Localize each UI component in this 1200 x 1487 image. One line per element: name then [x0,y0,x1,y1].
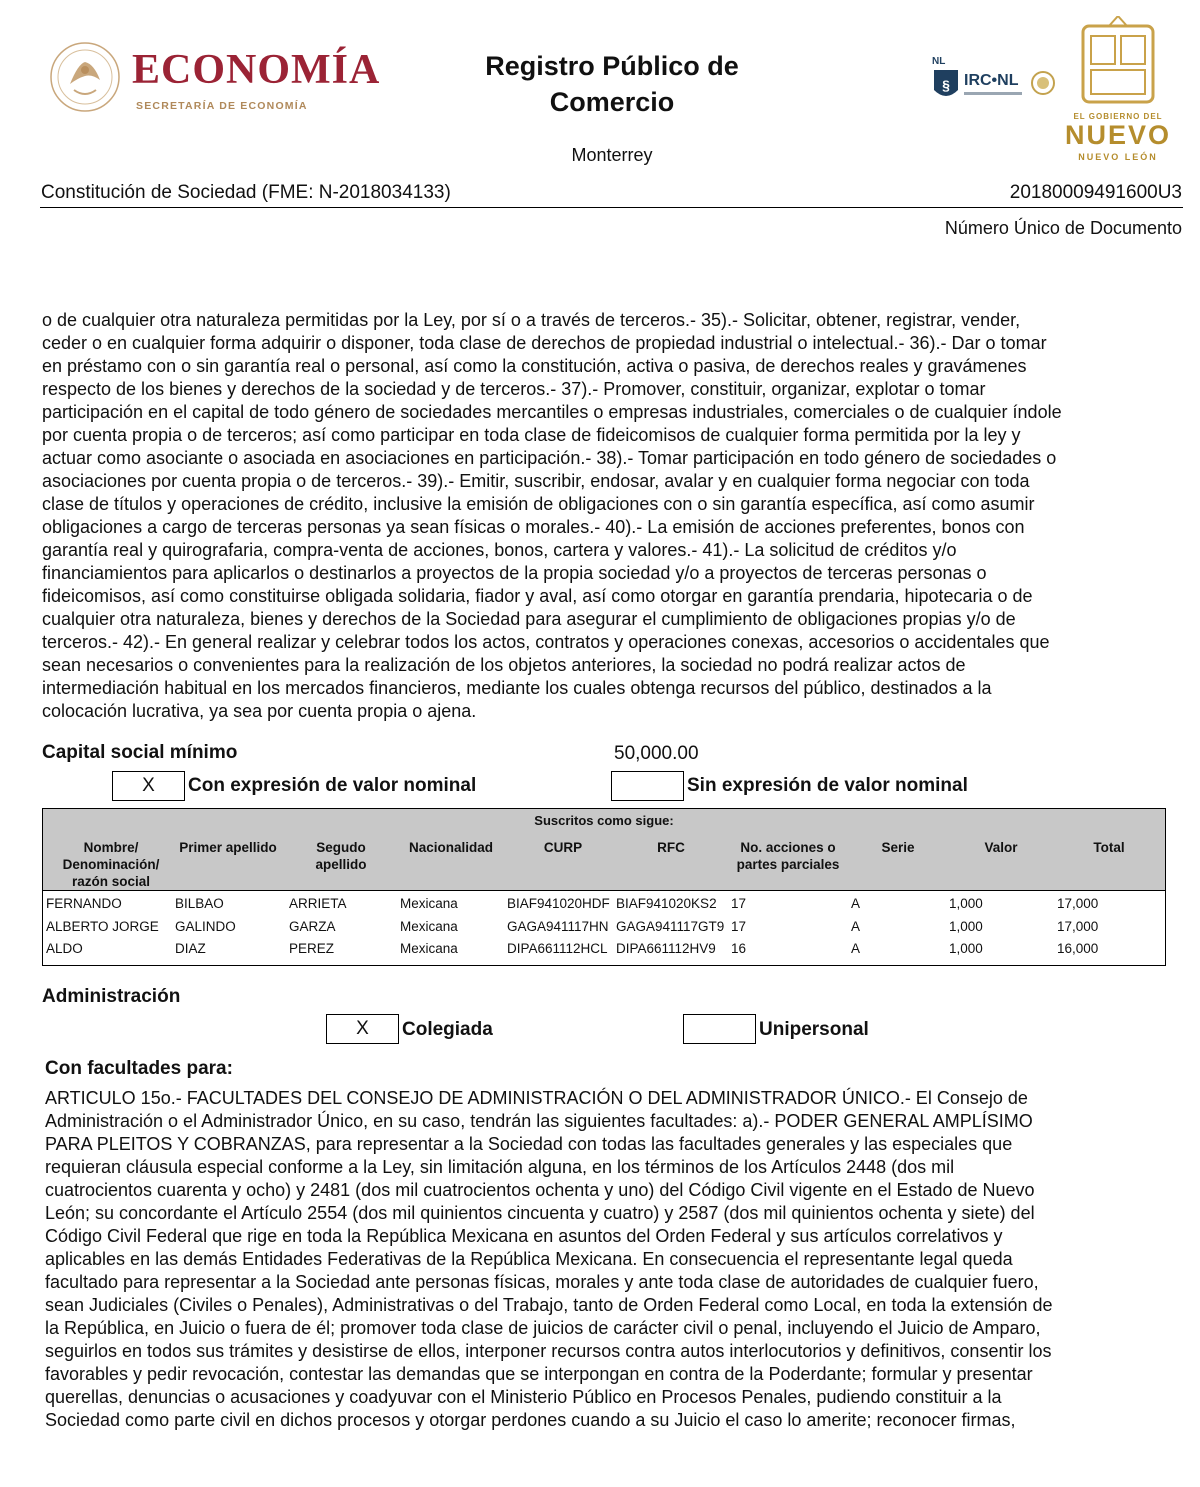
irc-divider [964,92,1022,95]
cell-curp: BIAF941020HDF [507,896,610,911]
facultades-line: querellas, denuncias o acusaciones y coadyuvar con el Ministerio Público en Procesos Penales, pudiendo constituir a la [45,1387,1002,1407]
unipersonal-label: Unipersonal [759,1019,869,1040]
shareholders-table [42,808,1166,966]
economia-logo [48,40,408,120]
header-rule [40,207,1183,208]
colegiada-checkbox[interactable]: X [326,1014,399,1044]
facultades-line: aplicables en las demás Entidades Federativas de la República Mexicana. En consecuencia el representante legal queda [45,1249,1013,1269]
table-title: Suscritos como sigue: [43,809,1165,834]
cell-nacionalidad: Mexicana [400,896,458,911]
act-label: Constitución de Sociedad (FME: N-2018034133) [41,182,451,203]
cell-serie: A [851,896,861,911]
col-header-nombre: Nombre/ Denominación/ razón social [62,840,160,889]
cell-nacionalidad: Mexicana [400,941,458,956]
objects-line: en préstamo con o sin garantía real o personal, así como la constitución, activa o pasiva, de derechos reales y gravámenes [42,356,1027,376]
objects-line: colocación lucrativa, ya sea por cuenta propia o ajena. [42,701,477,721]
objects-line: asociaciones por cuenta propia o de terceros.- 39).- Emitir, suscribir, endosar, avalar y en cualquier forma negociar con toda [42,471,1030,491]
col-header-segundo-apellido: Segudo apellido [315,840,367,872]
cell-serie: A [851,941,861,956]
cell-nombre: FERNANDO [46,896,122,911]
nl-bottom-label: NUEVO LEÓN [1078,152,1158,162]
cell-total: 17,000 [1057,919,1099,934]
irc-small-label: NL [932,56,946,67]
cell-acciones: 17 [731,919,747,934]
nl-top-label: EL GOBIERNO DEL [1073,112,1163,121]
facultades-line: la República, en Juicio o fuera de él; promover toda clase de juicios de carácter civil o penal, incluyendo el Juicio de Amparo, [45,1318,1041,1338]
col-header-primer-apellido: Primer apellido [179,840,277,855]
cell-serie: A [851,919,861,934]
facultades-line: León; su concordante el Artículo 2554 (dos mil quinientos cincuenta y cuatro) y 2587 (dos mil quinientos ochenta y siete) del [45,1203,1035,1223]
document-number-label: Número Único de Documento [944,218,1182,238]
irc-nl-logo [932,56,1062,104]
facultades-line: Código Civil Federal que rige en toda la República Mexicana en asuntos del Orden Federal y sus artículos correlativos y [45,1226,1003,1246]
objects-line: intermediación habitual en los mercados financieros, mediante los cuales obtenga recursos del público, destinados a la [42,678,992,698]
facultades-line: Sociedad como parte civil en dichos procesos y otorgar perdones cuando a su Juicio el caso lo amerite; reconocer firmas, [45,1410,1016,1430]
facultades-line: favorables y pedir revocación, contestar las demandas que se interpongan en contra de la Poderdante; formular y presentar [45,1364,1033,1384]
economia-wordmark: ECONOMÍA [132,47,381,93]
objects-line: participación en el capital de todo género de sociedades mercantiles o empresas industriales, comerciales o de cualquier índole [42,402,1062,422]
objects-paragraph [42,309,1172,723]
document-number: 20180009491600U3 [1009,182,1182,203]
facultades-line: Administración o el Administrador Único, en su caso, tendrán las siguientes facultades: a).- PODER GENERAL AMPLÍSIMO [45,1111,1033,1131]
facultades-line: sean Judiciales (Civiles o Penales), Administrativas o del Trabajo, tanto de Orden Federal como Local, en toda la extensión de [45,1295,1053,1315]
facultades-line: ARTICULO 15o.- FACULTADES DEL CONSEJO DE ADMINISTRACIÓN O DEL ADMINISTRADOR ÚNICO.- El Consejo de [45,1088,1028,1108]
cell-segundo-apellido: ARRIETA [289,896,347,911]
cell-rfc: GAGA941117GT9 [616,919,725,934]
city-label: Monterrey [571,145,653,165]
facultades-line: seguirlos en todos sus trámites y desistirse de ellos, interponer recursos contra autos interlocutorios y definitivos, consentir los [45,1341,1052,1361]
col-header-serie: Serie [881,840,915,855]
facultades-paragraph [45,1087,1170,1432]
cell-valor: 1,000 [949,919,983,934]
cell-primer-apellido: BILBAO [175,896,224,911]
cell-curp: GAGA941117HN [507,919,609,934]
colegiada-label: Colegiada [402,1019,493,1040]
col-header-valor: Valor [984,840,1018,855]
capital-amount: 50,000.00 [614,743,699,764]
table-row [43,938,1165,960]
col-header-total: Total [1093,840,1125,855]
irc-label: IRC•NL [964,72,1019,89]
nuevo-leon-crest-icon [1079,16,1157,108]
mexican-eagle-seal-icon [48,40,122,114]
col-header-acciones: No. acciones o partes parciales [736,840,840,872]
facultades-line: cuatrocientos cuarenta y ocho) y 2481 (dos mil cuatrocientos ochenta y uno) del Código Civil vigente en el Estado de Nuevo [45,1180,1035,1200]
cell-valor: 1,000 [949,941,983,956]
objects-line: ceder o en cualquier forma adquirir o disponer, toda clase de derechos de propiedad industrial o intelectual.- 36).- Dar o tomar [42,333,1047,353]
table-row [43,916,1165,938]
cell-valor: 1,000 [949,896,983,911]
no-nominal-label: Sin expresión de valor nominal [687,775,968,796]
facultades-line: requieran cláusula especial conforme a la Ley, sin limitación alguna, en los términos de los Artículos 2448 (dos mil [45,1157,955,1177]
objects-line: cualquier otra naturaleza, bienes y derechos de la Sociedad para asegurar el cumplimiento de obligaciones propias y/o de [42,609,1016,629]
facultades-line: PARA PLEITOS Y COBRANZAS, para representar a la Sociedad con todas las facultades generales y las especiales que [45,1134,1013,1154]
col-header-curp: CURP [543,840,583,855]
no-nominal-checkbox[interactable] [611,771,684,801]
capital-label: Capital social mínimo [42,742,238,763]
nominal-label: Con expresión de valor nominal [188,775,477,796]
objects-line: obligaciones a cargo de terceras personas ya sean físicas o morales.- 40).- La emisión de acciones preferentes, bonos con [42,517,1025,537]
cell-segundo-apellido: PEREZ [289,941,335,956]
objects-line: terceros.- 42).- En general realizar y celebrar todos los actos, contratos y operaciones conexas, accesorios o accidentales que [42,632,1050,652]
cell-rfc: DIPA661112HV9 [616,941,716,956]
objects-line: actuar como asociante o asociada en asociaciones en participación.- 38).- Tomar participación en todo género de sociedades o [42,448,1057,468]
objects-line: clase de títulos y operaciones de crédito, inclusive la emisión de obligaciones con o sin garantía específica, así como asumir [42,494,1035,514]
cell-curp: DIPA661112HCL [507,941,608,956]
objects-line: por cuenta propia o de terceros; así como participar en toda clase de fideicomisos de cualquier forma permitida por la ley y [42,425,1021,445]
objects-line: o de cualquier otra naturaleza permitidas por la Ley, por sí o a través de terceros.- 35).- Solicitar, obtener, registrar, vender, [42,310,1021,330]
administracion-label: Administración [42,986,181,1007]
irc-shield-icon [932,68,960,102]
cell-nacionalidad: Mexicana [400,919,458,934]
cell-total: 16,000 [1057,941,1099,956]
cell-segundo-apellido: GARZA [289,919,336,934]
secretaria-subtitle: SECRETARÍA DE ECONOMÍA [136,100,308,112]
objects-line: respecto de los bienes y derechos de la sociedad y de terceros.- 37).- Promover, constituir, organizar, explotar o tomar [42,379,986,399]
table-header-row [43,833,1165,891]
title-line-1: Registro Público de [485,51,739,81]
cell-primer-apellido: GALINDO [175,919,236,934]
cell-primer-apellido: DIAZ [175,941,206,956]
objects-line: sean necesarios o convenientes para la realización de los objetos anteriores, la sociedad no podrá realizar actos de [42,655,966,675]
col-header-rfc: RFC [657,840,685,855]
objects-line: garantía real y quirografaria, compra-venta de acciones, bonos, cartera y valores.- 41).- La solicitud de créditos y/o [42,540,957,560]
page-title [420,48,804,120]
cell-nombre: ALDO [46,941,83,956]
nl-main-label: NUEVO [1064,120,1172,150]
cell-acciones: 16 [731,941,747,956]
nominal-checkbox[interactable]: X [112,771,185,801]
cell-total: 17,000 [1057,896,1099,911]
facultades-label: Con facultades para: [45,1058,233,1079]
nuevo-leon-logo [1053,16,1183,166]
objects-line: financiamientos para aplicarlos o destinarlos a proyectos de la propia sociedad y/o a proyectos de terceras personas o [42,563,987,583]
svg-text:§: § [942,77,950,93]
title-line-2: Comercio [549,87,675,117]
cell-nombre: ALBERTO JORGE [46,919,159,934]
col-header-nacionalidad: Nacionalidad [408,840,494,855]
cell-acciones: 17 [731,896,747,911]
objects-line: fideicomisos, así como constituirse obligada solidaria, fiador y aval, así como otorgar en garantía prendaria, hipotecaria o de [42,586,1033,606]
facultades-line: facultado para representar a la Sociedad ante personas físicas, morales y ante toda clase de autoridades de cualquier fuero, [45,1272,1039,1292]
cell-rfc: BIAF941020KS2 [616,896,717,911]
unipersonal-checkbox[interactable] [683,1014,756,1044]
table-row [43,893,1165,915]
